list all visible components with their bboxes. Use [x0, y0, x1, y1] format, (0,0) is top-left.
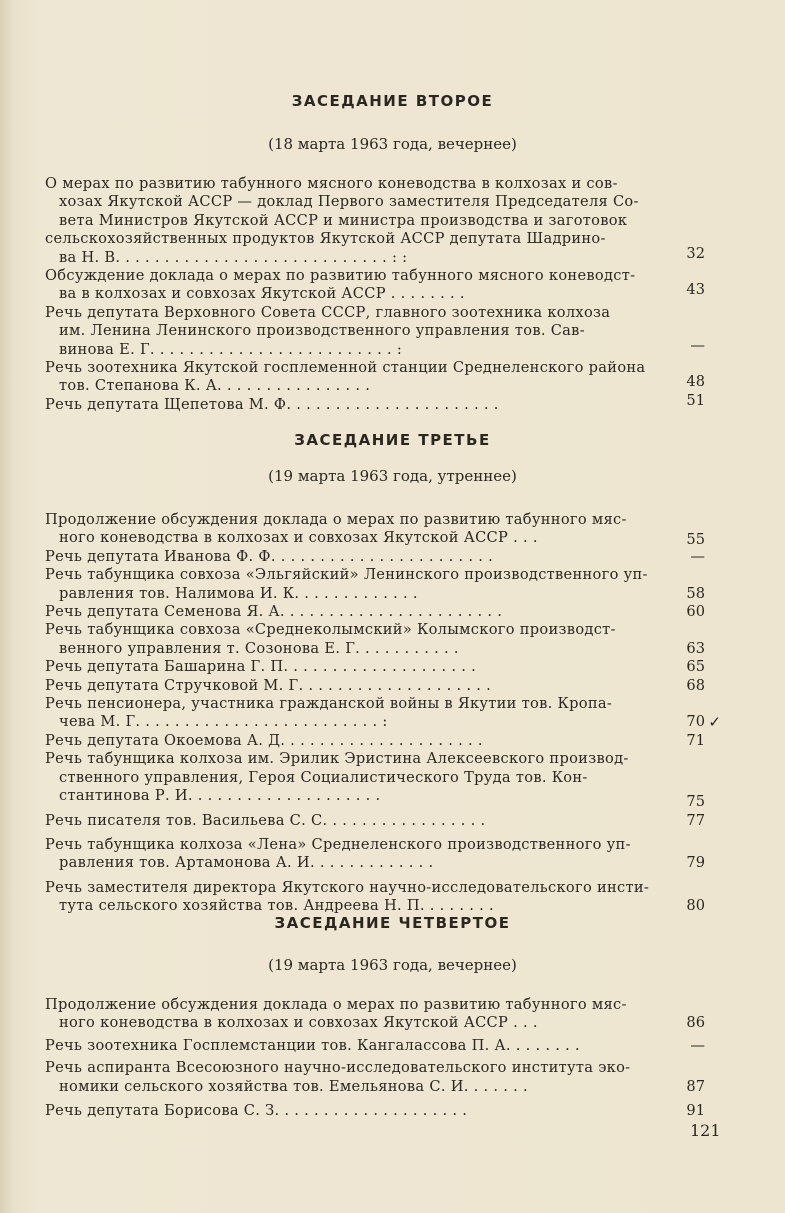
- toc-entry: [45, 621, 705, 658]
- page-number: 63: [686, 639, 705, 657]
- entry-line: Речь депутата Башарина Г. П. . . . . . . . . . . . . . . . . . . .: [45, 658, 477, 676]
- page-number: 60: [686, 603, 705, 621]
- toc-entry: [45, 566, 705, 603]
- toc-entry: [45, 359, 705, 396]
- entry-line: Речь табунщика совхоза «Среднеколымский» Колымского производст-: [45, 621, 616, 639]
- page-number: 91: [686, 1102, 705, 1120]
- entry-line: Речь табунщика колхоза «Лена» Среднеленского производственного уп-: [45, 835, 631, 853]
- toc-entry: [45, 836, 705, 873]
- page-number: 87: [686, 1077, 705, 1095]
- entry-line: сельскохозяйственных продуктов Якутской АССР депутата Шадрино-: [45, 230, 606, 248]
- toc-entry: [45, 1102, 705, 1120]
- toc-entry: [45, 511, 705, 548]
- page-number: —: [690, 336, 705, 354]
- page-number: 51: [686, 391, 705, 409]
- toc-entry: [45, 391, 705, 414]
- toc-entry: [45, 603, 705, 621]
- entry-line: им. Ленина Ленинского производственного управления тов. Сав-: [59, 322, 585, 340]
- page-number: 43: [686, 281, 705, 299]
- entry-line: Речь табунщика колхоза им. Эрилик Эристина Алексеевского производ-: [45, 750, 629, 768]
- page-number: 86: [686, 1014, 705, 1032]
- entry-line: вета Министров Якутской АССР и министра производства и заготовок: [59, 211, 628, 229]
- toc-entries: [45, 175, 705, 414]
- toc-entry: [45, 677, 705, 695]
- page-number: 80: [686, 897, 705, 915]
- entry-line: Речь депутата Стручковой М. Г. . . . . . . . . . . . . . . . . . . .: [45, 676, 492, 694]
- entry-line: Речь аспиранта Всесоюзного научно-исследовательского института эко-: [45, 1059, 631, 1077]
- toc-entry: [45, 750, 705, 811]
- entry-line: стантинова Р. И. . . . . . . . . . . . . . . . . . . .: [59, 787, 381, 805]
- entry-line: хозах Якутской АССР — доклад Первого заместителя Председателя Со-: [59, 193, 639, 211]
- page-number: 71: [686, 731, 705, 749]
- page-number: 79: [686, 854, 705, 872]
- session-title: ЗАСЕДАНИЕ ТРЕТЬЕ: [294, 431, 491, 449]
- toc-entry: [45, 1037, 705, 1055]
- page-number: 70: [686, 713, 705, 731]
- session-subtitle: (19 марта 1963 года, вечернее): [268, 956, 517, 974]
- toc-entry: [45, 548, 705, 566]
- entry-line: Речь депутата Иванова Ф. Ф. . . . . . . . . . . . . . . . . . . . . . .: [45, 547, 494, 565]
- entry-line: Речь табунщика совхоза «Эльгяйский» Ленинского производственного уп-: [45, 566, 648, 584]
- page-number: 58: [686, 584, 705, 602]
- session-title: ЗАСЕДАНИЕ ЧЕТВЕРТОЕ: [274, 914, 511, 932]
- entry-line: венного управления т. Созонова Е. Г. . . . . . . . . . .: [59, 639, 459, 657]
- entry-line: винова Е. Г. . . . . . . . . . . . . . . . . . . . . . . . . :: [59, 340, 403, 358]
- page-folio-number: 121: [690, 1121, 721, 1140]
- entry-line: ва в колхозах и совхозах Якутской АССР . . . . . . . .: [59, 285, 465, 303]
- toc-entries: [45, 511, 721, 916]
- page-number: 48: [686, 373, 705, 391]
- entry-line: Речь депутата Верховного Совета СССР, главного зоотехника колхоза: [45, 303, 611, 321]
- entry-line: Речь пенсионера, участника гражданской войны в Якутии тов. Кропа-: [45, 695, 613, 713]
- entry-line: ственного управления, Героя Социалистического Труда тов. Кон-: [59, 768, 588, 786]
- entry-line: Речь депутата Окоемова А. Д. . . . . . . . . . . . . . . . . . . . .: [45, 731, 483, 749]
- toc-entry: [45, 695, 721, 732]
- entry-line: Продолжение обсуждения доклада о мерах по развитию табунного мяс-: [45, 511, 627, 528]
- page-number: 77: [686, 811, 705, 829]
- page-number: 75: [686, 793, 705, 811]
- entry-line: Речь депутата Щепетова М. Ф. . . . . . . . . . . . . . . . . . . . . .: [45, 395, 499, 413]
- page-number: —: [690, 547, 705, 565]
- toc-entry: [45, 304, 705, 359]
- entry-line: Речь заместителя директора Якутского научно-исследовательского инсти-: [45, 878, 650, 896]
- entry-line: тута сельского хозяйства тов. Андреева Н. П. . . . . . . .: [59, 897, 494, 915]
- page-number: 68: [686, 676, 705, 694]
- entry-line: ва Н. В. . . . . . . . . . . . . . . . . . . . . . . . . . . . : :: [59, 248, 408, 266]
- session-subtitle: (19 марта 1963 года, утреннее): [268, 467, 517, 485]
- toc-entry: [45, 879, 705, 916]
- entry-line: Речь зоотехника Госплемстанции тов. Кангалассова П. А. . . . . . . .: [45, 1036, 580, 1054]
- toc-entry: [45, 658, 705, 676]
- entry-line: номики сельского хозяйства тов. Емельянова С. И. . . . . . .: [59, 1077, 528, 1095]
- entry-line: чева М. Г. . . . . . . . . . . . . . . . . . . . . . . . . :: [59, 713, 388, 731]
- entry-line: Речь зоотехника Якутской госплеменной станции Среднеленского района: [45, 359, 646, 377]
- toc-entry: [45, 732, 705, 750]
- entry-line: Речь депутата Семенова Я. А. . . . . . . . . . . . . . . . . . . . . . .: [45, 603, 503, 621]
- toc-entry: [45, 1059, 705, 1096]
- session-subtitle: (18 марта 1963 года, вечернее): [268, 135, 517, 153]
- toc-entry: [45, 812, 705, 830]
- entry-line: ного коневодства в колхозах и совхозах Якутской АССР . . .: [59, 529, 538, 547]
- page-number: —: [690, 1036, 705, 1054]
- toc-entry: [45, 175, 705, 267]
- session-title: ЗАСЕДАНИЕ ВТОРОЕ: [291, 92, 494, 110]
- toc-entry: [45, 267, 705, 304]
- entry-line: ного коневодства в колхозах и совхозах Якутской АССР . . .: [59, 1014, 538, 1032]
- entry-line: равления тов. Артамонова А. И. . . . . . . . . . . . .: [59, 854, 434, 872]
- page-number: 32: [686, 244, 705, 262]
- entry-line: Речь писателя тов. Васильева С. С. . . . . . . . . . . . . . . . .: [45, 811, 486, 829]
- page-number: 65: [686, 658, 705, 676]
- entry-line: равления тов. Налимова И. К. . . . . . . . . . . . .: [59, 584, 418, 602]
- checkmark-icon: ✓: [708, 713, 721, 732]
- entry-line: Продолжение обсуждения доклада о мерах по развитию табунного мяс-: [45, 996, 627, 1013]
- page-number: 55: [686, 531, 705, 549]
- toc-entries: [45, 996, 705, 1120]
- toc-entry: [45, 996, 705, 1033]
- entry-line: Обсуждение доклада о мерах по развитию табунного мясного коневодст-: [45, 267, 636, 285]
- entry-line: тов. Степанова К. А. . . . . . . . . . . . . . . .: [59, 377, 371, 395]
- entry-line: Речь депутата Борисова С. З. . . . . . . . . . . . . . . . . . . .: [45, 1102, 468, 1120]
- entry-line: О мерах по развитию табунного мясного коневодства в колхозах и сов-: [45, 175, 618, 192]
